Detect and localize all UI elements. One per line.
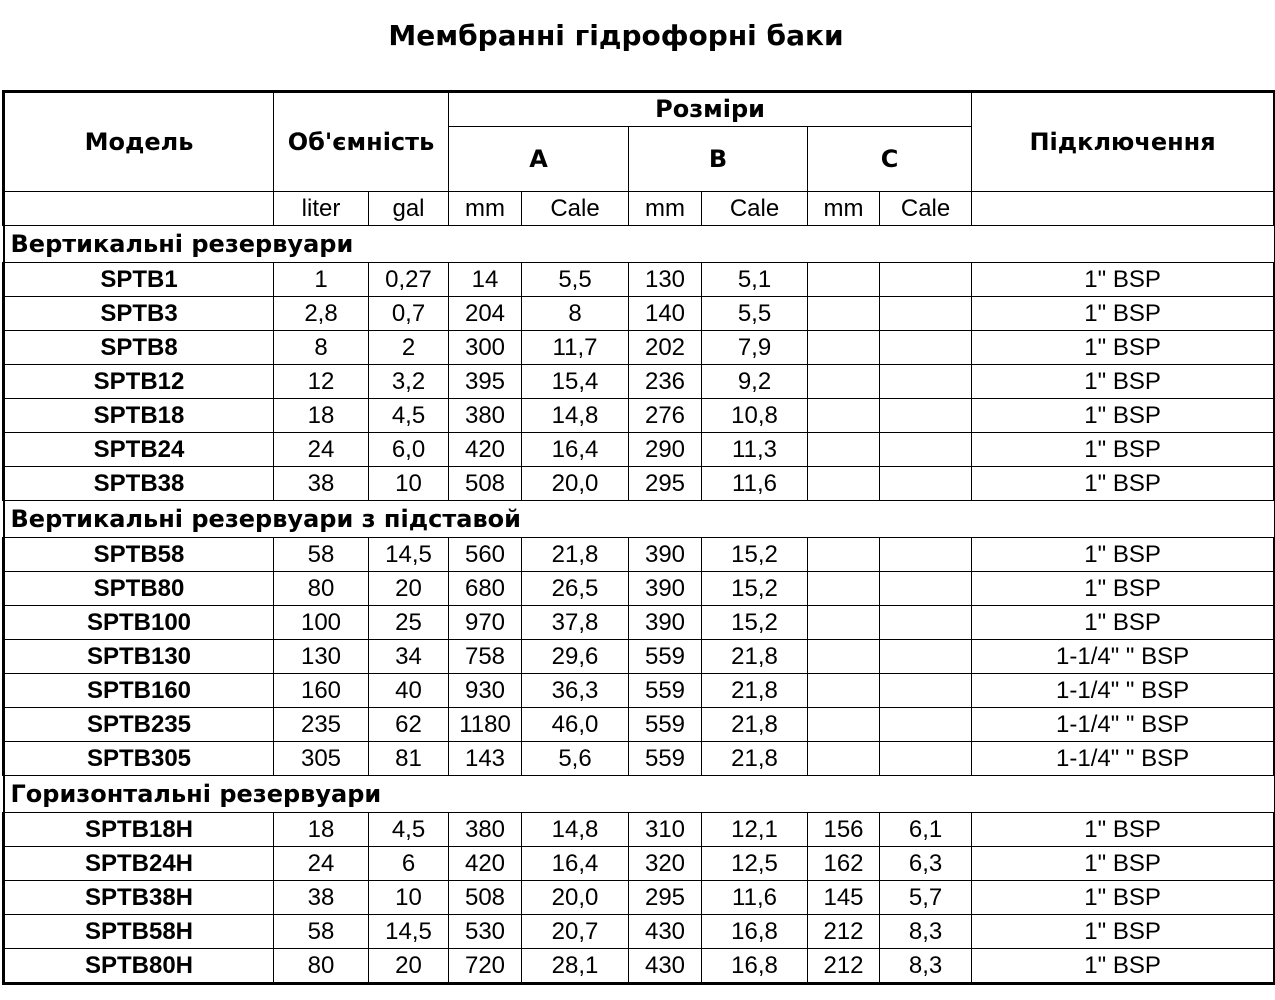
section-row [4, 226, 1275, 263]
table-row [4, 813, 1275, 847]
cell-a-mm: 930 [449, 674, 522, 708]
cell-c-mm [808, 297, 880, 331]
cell-b-mm: 559 [629, 708, 702, 742]
cell-connection: 1" BSP [972, 847, 1275, 881]
cell-c-inch [880, 263, 972, 297]
cell-connection: 1-1/4" " BSP [972, 640, 1275, 674]
cell-model: SPTB80 [4, 572, 274, 606]
cell-gal: 62 [369, 708, 449, 742]
cell-a-mm: 1180 [449, 708, 522, 742]
cell-liter: 38 [274, 467, 369, 501]
cell-model: SPTB18 [4, 399, 274, 433]
cell-connection: 1" BSP [972, 538, 1275, 572]
cell-a-inch: 21,8 [522, 538, 629, 572]
cell-c-inch: 6,1 [880, 813, 972, 847]
table-row [4, 640, 1275, 674]
cell-connection: 1" BSP [972, 263, 1275, 297]
table-row [4, 365, 1275, 399]
table-row [4, 331, 1275, 365]
cell-c-inch [880, 708, 972, 742]
cell-liter: 80 [274, 949, 369, 984]
cell-c-mm [808, 365, 880, 399]
cell-gal: 0,27 [369, 263, 449, 297]
cell-b-mm: 390 [629, 538, 702, 572]
cell-c-mm [808, 674, 880, 708]
cell-gal: 14,5 [369, 915, 449, 949]
cell-a-inch: 20,7 [522, 915, 629, 949]
cell-gal: 4,5 [369, 399, 449, 433]
table-row [4, 881, 1275, 915]
header-dimension-c: C [808, 127, 972, 192]
cell-gal: 40 [369, 674, 449, 708]
cell-connection: 1" BSP [972, 331, 1275, 365]
cell-c-inch: 8,3 [880, 915, 972, 949]
header-row-top [4, 92, 1275, 127]
cell-connection: 1" BSP [972, 881, 1275, 915]
cell-a-inch: 46,0 [522, 708, 629, 742]
cell-model: SPTB38H [4, 881, 274, 915]
cell-connection: 1" BSP [972, 949, 1275, 984]
cell-c-mm [808, 433, 880, 467]
table-row [4, 674, 1275, 708]
table-row [4, 538, 1275, 572]
table-row [4, 949, 1275, 984]
cell-b-inch: 10,8 [702, 399, 808, 433]
cell-liter: 24 [274, 847, 369, 881]
cell-a-mm: 420 [449, 847, 522, 881]
cell-c-mm [808, 331, 880, 365]
cell-liter: 1 [274, 263, 369, 297]
cell-gal: 10 [369, 467, 449, 501]
cell-a-mm: 720 [449, 949, 522, 984]
cell-b-mm: 559 [629, 742, 702, 776]
cell-c-inch: 6,3 [880, 847, 972, 881]
header-dimension-b: B [629, 127, 808, 192]
cell-b-mm: 295 [629, 467, 702, 501]
unit-b-inch: Cale [702, 192, 808, 226]
cell-a-inch: 37,8 [522, 606, 629, 640]
cell-c-inch [880, 538, 972, 572]
section-row [4, 776, 1275, 813]
cell-b-inch: 21,8 [702, 640, 808, 674]
cell-model: SPTB8 [4, 331, 274, 365]
cell-a-mm: 204 [449, 297, 522, 331]
cell-b-inch: 5,5 [702, 297, 808, 331]
cell-b-mm: 310 [629, 813, 702, 847]
cell-c-mm [808, 467, 880, 501]
cell-liter: 38 [274, 881, 369, 915]
cell-model: SPTB160 [4, 674, 274, 708]
cell-liter: 58 [274, 915, 369, 949]
cell-model: SPTB305 [4, 742, 274, 776]
cell-b-inch: 15,2 [702, 538, 808, 572]
table-row [4, 297, 1275, 331]
cell-model: SPTB24H [4, 847, 274, 881]
section-title: Вертикальні резервуари з підставой [4, 501, 1275, 538]
cell-gal: 2 [369, 331, 449, 365]
cell-c-inch [880, 297, 972, 331]
cell-b-inch: 21,8 [702, 674, 808, 708]
cell-b-inch: 21,8 [702, 708, 808, 742]
cell-b-mm: 295 [629, 881, 702, 915]
table-row [4, 433, 1275, 467]
table-row [4, 847, 1275, 881]
cell-c-inch [880, 467, 972, 501]
cell-connection: 1" BSP [972, 813, 1275, 847]
cell-a-mm: 560 [449, 538, 522, 572]
cell-c-mm [808, 263, 880, 297]
cell-liter: 305 [274, 742, 369, 776]
cell-a-inch: 36,3 [522, 674, 629, 708]
cell-c-inch [880, 399, 972, 433]
cell-a-inch: 11,7 [522, 331, 629, 365]
cell-model: SPTB24 [4, 433, 274, 467]
cell-a-mm: 143 [449, 742, 522, 776]
cell-a-inch: 26,5 [522, 572, 629, 606]
cell-gal: 4,5 [369, 813, 449, 847]
cell-c-inch [880, 433, 972, 467]
cell-c-inch [880, 674, 972, 708]
cell-liter: 130 [274, 640, 369, 674]
cell-liter: 58 [274, 538, 369, 572]
cell-b-mm: 236 [629, 365, 702, 399]
cell-model: SPTB38 [4, 467, 274, 501]
section-row [4, 501, 1275, 538]
cell-c-mm: 162 [808, 847, 880, 881]
cell-c-mm: 212 [808, 949, 880, 984]
cell-c-inch [880, 572, 972, 606]
cell-model: SPTB130 [4, 640, 274, 674]
table-row [4, 708, 1275, 742]
cell-c-inch [880, 365, 972, 399]
tank-spec-table [2, 90, 1275, 985]
table-row [4, 263, 1275, 297]
cell-connection: 1-1/4" " BSP [972, 742, 1275, 776]
cell-connection: 1" BSP [972, 915, 1275, 949]
cell-c-mm [808, 640, 880, 674]
cell-gal: 10 [369, 881, 449, 915]
cell-a-inch: 16,4 [522, 433, 629, 467]
cell-b-mm: 130 [629, 263, 702, 297]
cell-liter: 18 [274, 399, 369, 433]
cell-a-mm: 758 [449, 640, 522, 674]
cell-c-inch [880, 742, 972, 776]
units-model-blank [4, 192, 274, 226]
header-dimensions: Розміри [449, 92, 972, 127]
cell-model: SPTB18H [4, 813, 274, 847]
cell-connection: 1" BSP [972, 467, 1275, 501]
header-row-units [4, 192, 1275, 226]
section-title: Вертикальні резервуари [4, 226, 1275, 263]
cell-c-mm: 145 [808, 881, 880, 915]
cell-a-mm: 395 [449, 365, 522, 399]
cell-c-inch: 5,7 [880, 881, 972, 915]
cell-model: SPTB235 [4, 708, 274, 742]
cell-c-mm [808, 399, 880, 433]
header-capacity: Об'ємність [274, 92, 449, 192]
cell-connection: 1-1/4" " BSP [972, 708, 1275, 742]
cell-connection: 1" BSP [972, 365, 1275, 399]
units-connection-blank [972, 192, 1275, 226]
cell-b-mm: 140 [629, 297, 702, 331]
table-row [4, 467, 1275, 501]
cell-a-inch: 20,0 [522, 881, 629, 915]
cell-c-inch [880, 640, 972, 674]
cell-a-inch: 14,8 [522, 399, 629, 433]
cell-gal: 14,5 [369, 538, 449, 572]
cell-a-inch: 15,4 [522, 365, 629, 399]
cell-a-mm: 380 [449, 399, 522, 433]
cell-b-mm: 559 [629, 674, 702, 708]
cell-b-inch: 11,6 [702, 467, 808, 501]
cell-a-inch: 20,0 [522, 467, 629, 501]
cell-a-inch: 8 [522, 297, 629, 331]
table-row [4, 572, 1275, 606]
cell-gal: 3,2 [369, 365, 449, 399]
cell-c-inch [880, 606, 972, 640]
cell-connection: 1" BSP [972, 399, 1275, 433]
header-model: Модель [4, 92, 274, 192]
cell-b-mm: 202 [629, 331, 702, 365]
cell-b-inch: 15,2 [702, 572, 808, 606]
cell-c-mm [808, 606, 880, 640]
cell-liter: 100 [274, 606, 369, 640]
cell-b-inch: 9,2 [702, 365, 808, 399]
cell-b-inch: 12,1 [702, 813, 808, 847]
unit-a-mm: mm [449, 192, 522, 226]
cell-a-inch: 5,6 [522, 742, 629, 776]
cell-liter: 2,8 [274, 297, 369, 331]
cell-gal: 81 [369, 742, 449, 776]
header-connection: Підключення [972, 92, 1275, 192]
cell-connection: 1-1/4" " BSP [972, 674, 1275, 708]
cell-b-inch: 21,8 [702, 742, 808, 776]
cell-a-mm: 508 [449, 467, 522, 501]
cell-b-inch: 7,9 [702, 331, 808, 365]
cell-c-mm [808, 538, 880, 572]
cell-b-inch: 16,8 [702, 915, 808, 949]
unit-a-inch: Cale [522, 192, 629, 226]
cell-b-mm: 430 [629, 915, 702, 949]
cell-a-inch: 29,6 [522, 640, 629, 674]
header-dimension-a: A [449, 127, 629, 192]
cell-gal: 20 [369, 949, 449, 984]
cell-b-mm: 430 [629, 949, 702, 984]
table-row [4, 742, 1275, 776]
cell-a-inch: 14,8 [522, 813, 629, 847]
cell-a-mm: 300 [449, 331, 522, 365]
cell-connection: 1" BSP [972, 606, 1275, 640]
cell-b-mm: 390 [629, 572, 702, 606]
cell-b-inch: 5,1 [702, 263, 808, 297]
cell-model: SPTB80H [4, 949, 274, 984]
cell-connection: 1" BSP [972, 572, 1275, 606]
unit-liter: liter [274, 192, 369, 226]
cell-c-mm [808, 572, 880, 606]
cell-gal: 34 [369, 640, 449, 674]
cell-liter: 80 [274, 572, 369, 606]
cell-liter: 235 [274, 708, 369, 742]
cell-a-inch: 28,1 [522, 949, 629, 984]
cell-gal: 0,7 [369, 297, 449, 331]
cell-model: SPTB58 [4, 538, 274, 572]
cell-b-mm: 559 [629, 640, 702, 674]
cell-c-mm: 156 [808, 813, 880, 847]
table-row [4, 399, 1275, 433]
unit-b-mm: mm [629, 192, 702, 226]
cell-model: SPTB12 [4, 365, 274, 399]
cell-a-mm: 970 [449, 606, 522, 640]
cell-a-inch: 5,5 [522, 263, 629, 297]
cell-connection: 1" BSP [972, 433, 1275, 467]
cell-c-mm [808, 742, 880, 776]
cell-liter: 18 [274, 813, 369, 847]
cell-b-inch: 11,3 [702, 433, 808, 467]
cell-a-mm: 530 [449, 915, 522, 949]
cell-model: SPTB3 [4, 297, 274, 331]
cell-a-mm: 680 [449, 572, 522, 606]
unit-gal: gal [369, 192, 449, 226]
cell-b-inch: 11,6 [702, 881, 808, 915]
section-title: Горизонтальні резервуари [4, 776, 1275, 813]
cell-liter: 8 [274, 331, 369, 365]
unit-c-inch: Cale [880, 192, 972, 226]
cell-liter: 24 [274, 433, 369, 467]
table-row [4, 915, 1275, 949]
cell-gal: 6 [369, 847, 449, 881]
cell-a-mm: 420 [449, 433, 522, 467]
cell-b-mm: 320 [629, 847, 702, 881]
cell-b-mm: 290 [629, 433, 702, 467]
cell-a-mm: 508 [449, 881, 522, 915]
cell-gal: 20 [369, 572, 449, 606]
cell-model: SPTB58H [4, 915, 274, 949]
cell-b-inch: 12,5 [702, 847, 808, 881]
cell-c-mm: 212 [808, 915, 880, 949]
table-row [4, 606, 1275, 640]
cell-connection: 1" BSP [972, 297, 1275, 331]
cell-gal: 6,0 [369, 433, 449, 467]
cell-b-mm: 276 [629, 399, 702, 433]
cell-c-inch: 8,3 [880, 949, 972, 984]
cell-a-mm: 380 [449, 813, 522, 847]
cell-gal: 25 [369, 606, 449, 640]
cell-liter: 12 [274, 365, 369, 399]
cell-b-inch: 16,8 [702, 949, 808, 984]
cell-model: SPTB100 [4, 606, 274, 640]
cell-liter: 160 [274, 674, 369, 708]
unit-c-mm: mm [808, 192, 880, 226]
cell-c-mm [808, 708, 880, 742]
cell-a-inch: 16,4 [522, 847, 629, 881]
cell-b-mm: 390 [629, 606, 702, 640]
page-title: Мембранні гідрофорні баки [388, 19, 844, 52]
cell-b-inch: 15,2 [702, 606, 808, 640]
cell-a-mm: 14 [449, 263, 522, 297]
cell-c-inch [880, 331, 972, 365]
cell-model: SPTB1 [4, 263, 274, 297]
